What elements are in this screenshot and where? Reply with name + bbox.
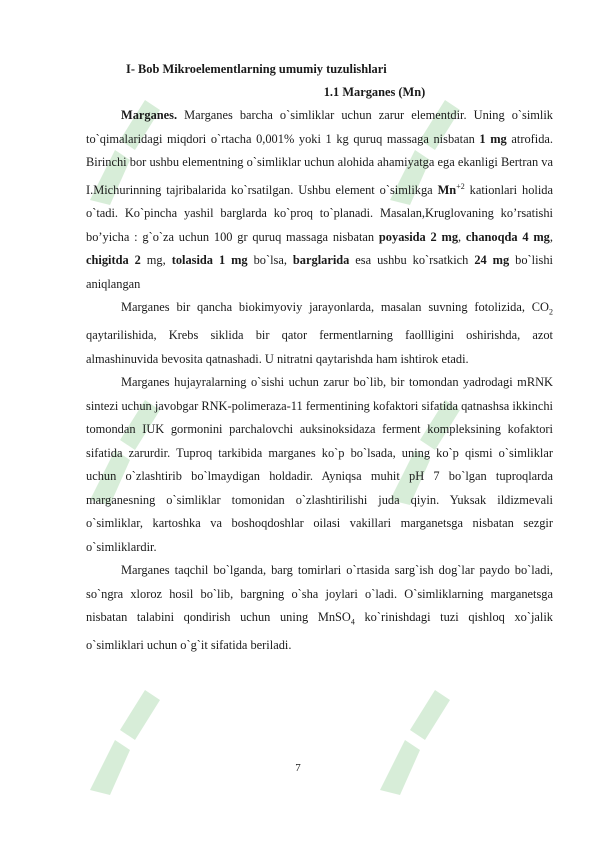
subscript: 4 — [350, 617, 355, 627]
paragraph-3: Marganes hujayralarning o`sishi uchun zarur bo`lib, bir tomondan yadrodagi mRNK sintezi uchun javobgar RNK-polimeraza-11 fermentining kofaktori sifatida qatnashsa ikkinchi tomondan IUK gormonini parchalovchi auksinoksidaza ferment kompleksining kofaktori sifatida zarurdir. Tuproq tarkibida marganes ko`p bo`lsada, uning ko`p qismi o`simliklar uchun o`zlashtirib bo`lmaydigan holdadir. Ayniqsa muhit pH 7 bo`lgan tuproqlarda marganesning o`simliklar tomonidan o`zlashtirilishi juda qiyin. Yuksak ildizmevali o`simliklar, kartoshka va boshoqdoshlar oilasi vakillari marganetsga nisbatan sezgir o`simliklardir. — [86, 375, 553, 554]
text: Marganes bir qancha biokimyoviy jarayonlarda, masalan suvning fotolizida, CO — [121, 300, 549, 315]
paragraph-4 — [86, 559, 553, 657]
bold-text: chigitda 2 — [86, 253, 141, 268]
watermark-logo — [80, 680, 180, 800]
text: qaytarilishida, Krebs siklida bir qator fermentlarning faollligini oshirishda, azot almashinuvida bevosita qatnashadi. U nitratni qaytarishda ham ishtirok etadi. — [86, 328, 553, 366]
text: esa ushbu ko`rsatkich — [349, 253, 475, 268]
watermark-logo — [370, 680, 470, 800]
bold-text: Mn — [437, 182, 457, 197]
lead-term: Marganes. — [121, 108, 178, 122]
superscript: +2 — [456, 181, 465, 191]
text: bo`lishi aniqlangan — [86, 253, 553, 291]
text: atrofida. Birinchi bor ushbu elementning o`simliklar uchun alohida ahamiyatga ega ekanligi Bertran va I.Michurinning tajribalarida ko`rsatilgan. Ushbu element o`simlikga — [86, 131, 553, 197]
bold-text: 1 mg — [479, 131, 507, 146]
section-heading: 1.1 Marganes (Mn) — [323, 84, 426, 99]
text: , — [549, 229, 553, 244]
subscript: 2 — [549, 307, 553, 317]
page-number: 7 — [295, 762, 301, 774]
paragraph-2 — [86, 296, 553, 371]
bold-text: chanoqda 4 mg — [465, 229, 550, 244]
text: Marganes taqchil bo`lganda, barg tomirlari o`rtasida sarg`ish dog`lar paydo bo`ladi, so`ngra xloroz hosil bo`lib, bargning o`sha joylari o`ladi. O`simliklarning marganetsga nisbatan talabini qondirish uchun uning MnSO — [86, 563, 553, 625]
bold-text: barglarida — [292, 253, 350, 268]
text: mg, — [140, 253, 172, 268]
chapter-heading: I- Bob Mikroelementlarning umumiy tuzulishlari — [126, 62, 387, 76]
paragraph-1 — [86, 104, 553, 296]
text: bo`lsa, — [247, 253, 293, 268]
text: ko`rinishdagi tuzi qishloq xo`jalik o`simliklari uchun o`g`it sifatida beriladi. — [86, 610, 553, 653]
text: Marganes barcha o`simliklar uchun zarur elementdir. Uning o`simlik to`qimalaridagi miqdori o`rtacha 0,001% yoki 1 kg quruq massaga nisbatan — [86, 108, 553, 146]
text: kationlari holida o`tadi. Ko`pincha yashil barglarda ko`proq to`planadi. Masalan,Kruglovaning ko’rsatishi bo’yicha : g`o`za uchun 100 gr quruq massaga nisbatan — [86, 182, 553, 244]
bold-text: tolasida 1 mg — [171, 253, 248, 268]
bold-text: 24 mg — [474, 253, 510, 268]
text: , — [458, 229, 466, 244]
document-body — [86, 58, 553, 658]
bold-text: poyasida 2 mg — [378, 229, 459, 244]
